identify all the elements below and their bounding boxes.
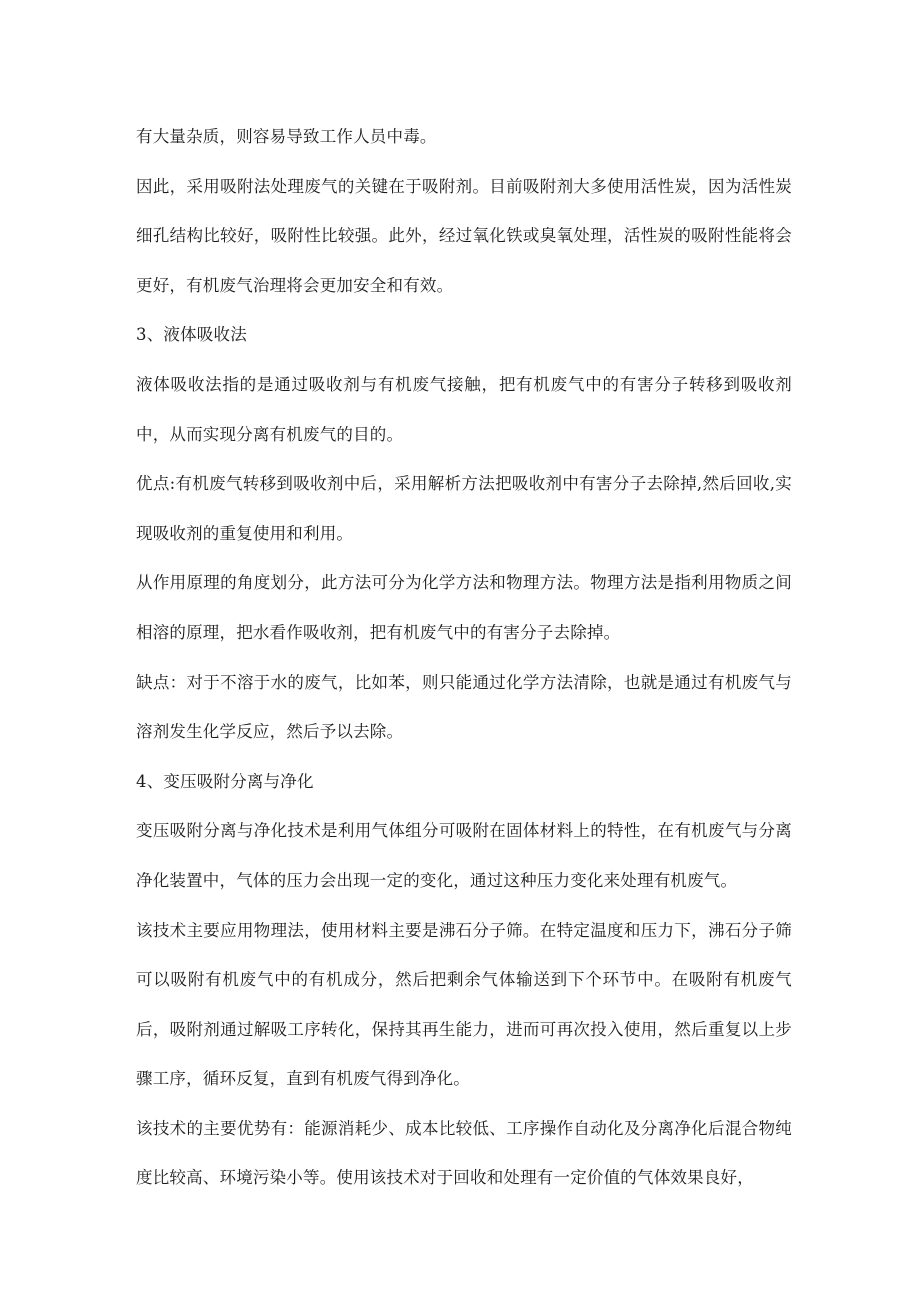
section-heading-3: 3、液体吸收法	[136, 325, 247, 345]
paragraph-7: 变压吸附分离与净化技术是利用气体组分可吸附在固体材料上的特性，在有机废气与分离净化装置中，气体的压力会出现一定的变化，通过这种压力变化来处理有机废气。	[136, 821, 792, 890]
paragraph-4: 优点:有机废气转移到吸收剂中后，采用解析方法把吸收剂中有害分子去除掉,然后回收,实现吸收剂的重复使用和利用。	[136, 474, 792, 543]
paragraph-5: 从作用原理的角度划分，此方法可分为化学方法和物理方法。物理方法是指利用物质之间相溶的原理，把水看作吸收剂，把有机废气中的有害分子去除掉。	[136, 573, 792, 642]
paragraph-3: 液体吸收法指的是通过吸收剂与有机废气接触，把有机废气中的有害分子转移到吸收剂中，从而实现分离有机废气的目的。	[136, 374, 792, 444]
document-page	[136, 112, 792, 1203]
paragraph-2: 因此，采用吸附法处理废气的关键在于吸附剂。目前吸附剂大多使用活性炭，因为活性炭细孔结构比较好，吸附性比较强。此外，经过氧化铁或臭氧处理，活性炭的吸附性能将会更好，有机废气治理将会更加安全和有效。	[136, 176, 792, 295]
section-heading-4: 4、变压吸附分离与净化	[136, 771, 314, 791]
paragraph-6: 缺点：对于不溶于水的废气，比如苯，则只能通过化学方法清除，也就是通过有机废气与溶剂发生化学反应，然后予以去除。	[136, 672, 792, 742]
paragraph-8: 该技术主要应用物理法，使用材料主要是沸石分子筛。在特定温度和压力下，沸石分子筛可以吸附有机废气中的有机成分，然后把剩余气体输送到下个环节中。在吸附有机废气后，吸附剂通过解吸工序转化，保持其再生能力，进而可再次投入使用，然后重复以上步骤工序，循环反复，直到有机废气得到净化。	[136, 920, 792, 1089]
paragraph-9: 该技术的主要优势有：能源消耗少、成本比较低、工序操作自动化及分离净化后混合物纯度比较高、环境污染小等。使用该技术对于回收和处理有一定价值的气体效果良好，	[136, 1118, 792, 1188]
paragraph-1: 有大量杂质，则容易导致工作人员中毒。	[136, 127, 437, 146]
